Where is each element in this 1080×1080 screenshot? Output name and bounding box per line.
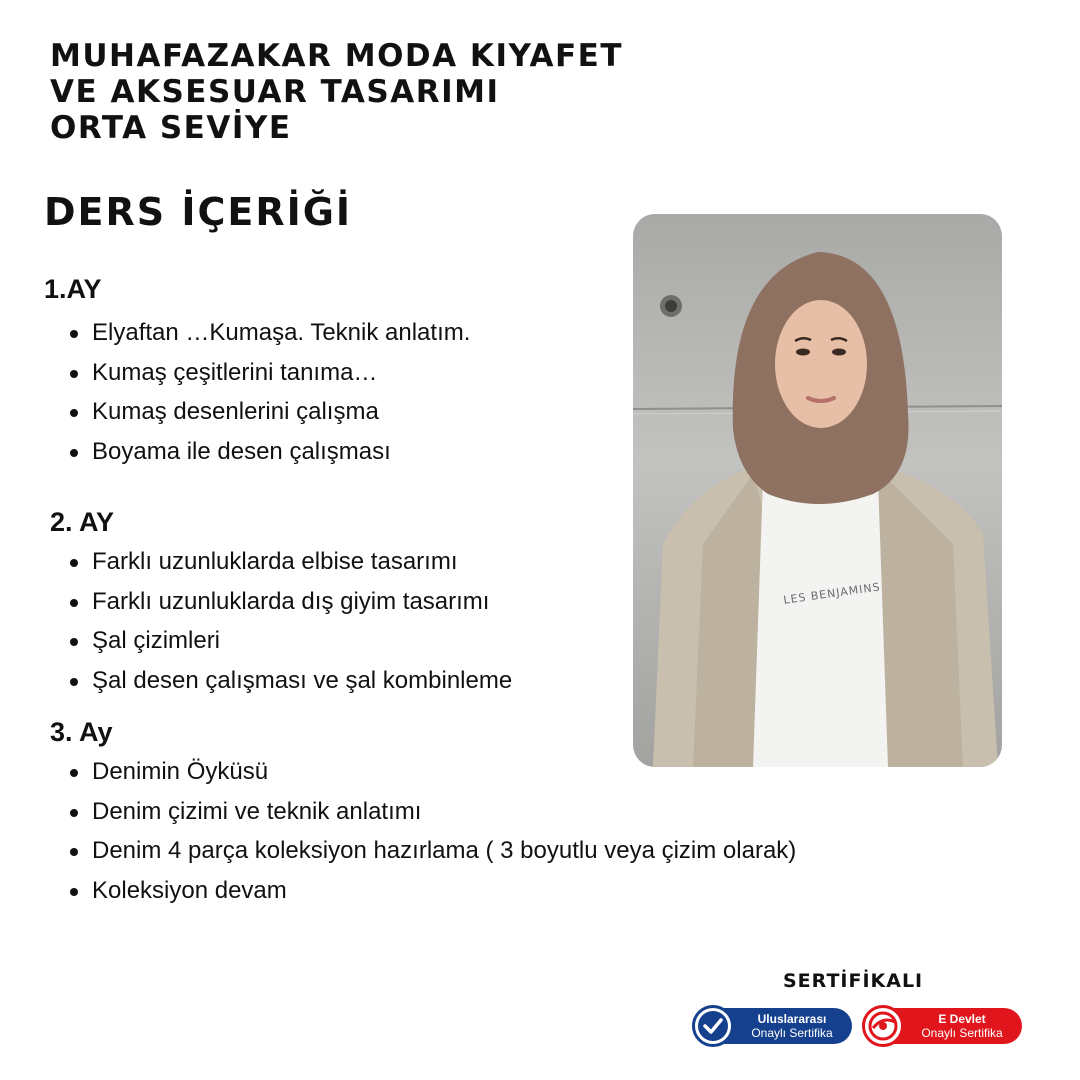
course-title-line-3: ORTA SEVİYE — [50, 110, 292, 146]
course-title-line-2: VE AKSESUAR TASARIMI — [50, 74, 500, 110]
content-heading: DERS İÇERİĞİ — [44, 190, 353, 234]
list-item: Kumaş desenlerini çalışma — [68, 392, 470, 432]
list-item: Farklı uzunluklarda dış giyim tasarımı — [68, 582, 512, 622]
section-list-month-3 — [68, 752, 796, 910]
badge-line-2: Onaylı Sertifika — [751, 1026, 833, 1040]
list-item: Elyaftan …Kumaşa. Teknik anlatım. — [68, 313, 470, 353]
list-item: Kumaş çeşitlerini tanıma… — [68, 353, 470, 393]
list-item: Denim 4 parça koleksiyon hazırlama ( 3 boyutlu veya çizim olarak) — [68, 831, 796, 871]
section-list-month-2 — [68, 542, 512, 700]
portrait-photo — [633, 214, 1002, 767]
list-item: Şal çizimleri — [68, 621, 512, 661]
list-item: Farklı uzunluklarda elbise tasarımı — [68, 542, 512, 582]
badge-line-2: Onaylı Sertifika — [921, 1026, 1003, 1040]
list-item: Boyama ile desen çalışması — [68, 432, 470, 472]
section-title-month-1: 1.AY — [44, 274, 102, 304]
certificate-label: SERTİFİKALI — [783, 970, 924, 992]
course-title-line-1: MUHAFAZAKAR MODA KIYAFET — [50, 38, 623, 74]
section-title-month-3: 3. Ay — [50, 717, 113, 747]
list-item: Şal desen çalışması ve şal kombinleme — [68, 661, 512, 701]
check-icon — [692, 1005, 734, 1047]
e-devlet-certificate-badge — [866, 1008, 1022, 1044]
badge-line-1: Uluslararası — [757, 1012, 827, 1026]
international-certificate-badge — [696, 1008, 852, 1044]
list-item: Koleksiyon devam — [68, 871, 796, 911]
shirt-text: LES BENJAMINS — [782, 580, 882, 607]
list-item: Denim çizimi ve teknik anlatımı — [68, 792, 796, 832]
list-item: Denimin Öyküsü — [68, 752, 796, 792]
badge-line-1: E Devlet — [938, 1012, 986, 1026]
portrait-illustration — [633, 214, 1002, 767]
course-title — [50, 38, 623, 146]
e-devlet-logo-icon — [862, 1005, 904, 1047]
section-list-month-1 — [68, 313, 470, 471]
section-title-month-2: 2. AY — [50, 507, 115, 537]
